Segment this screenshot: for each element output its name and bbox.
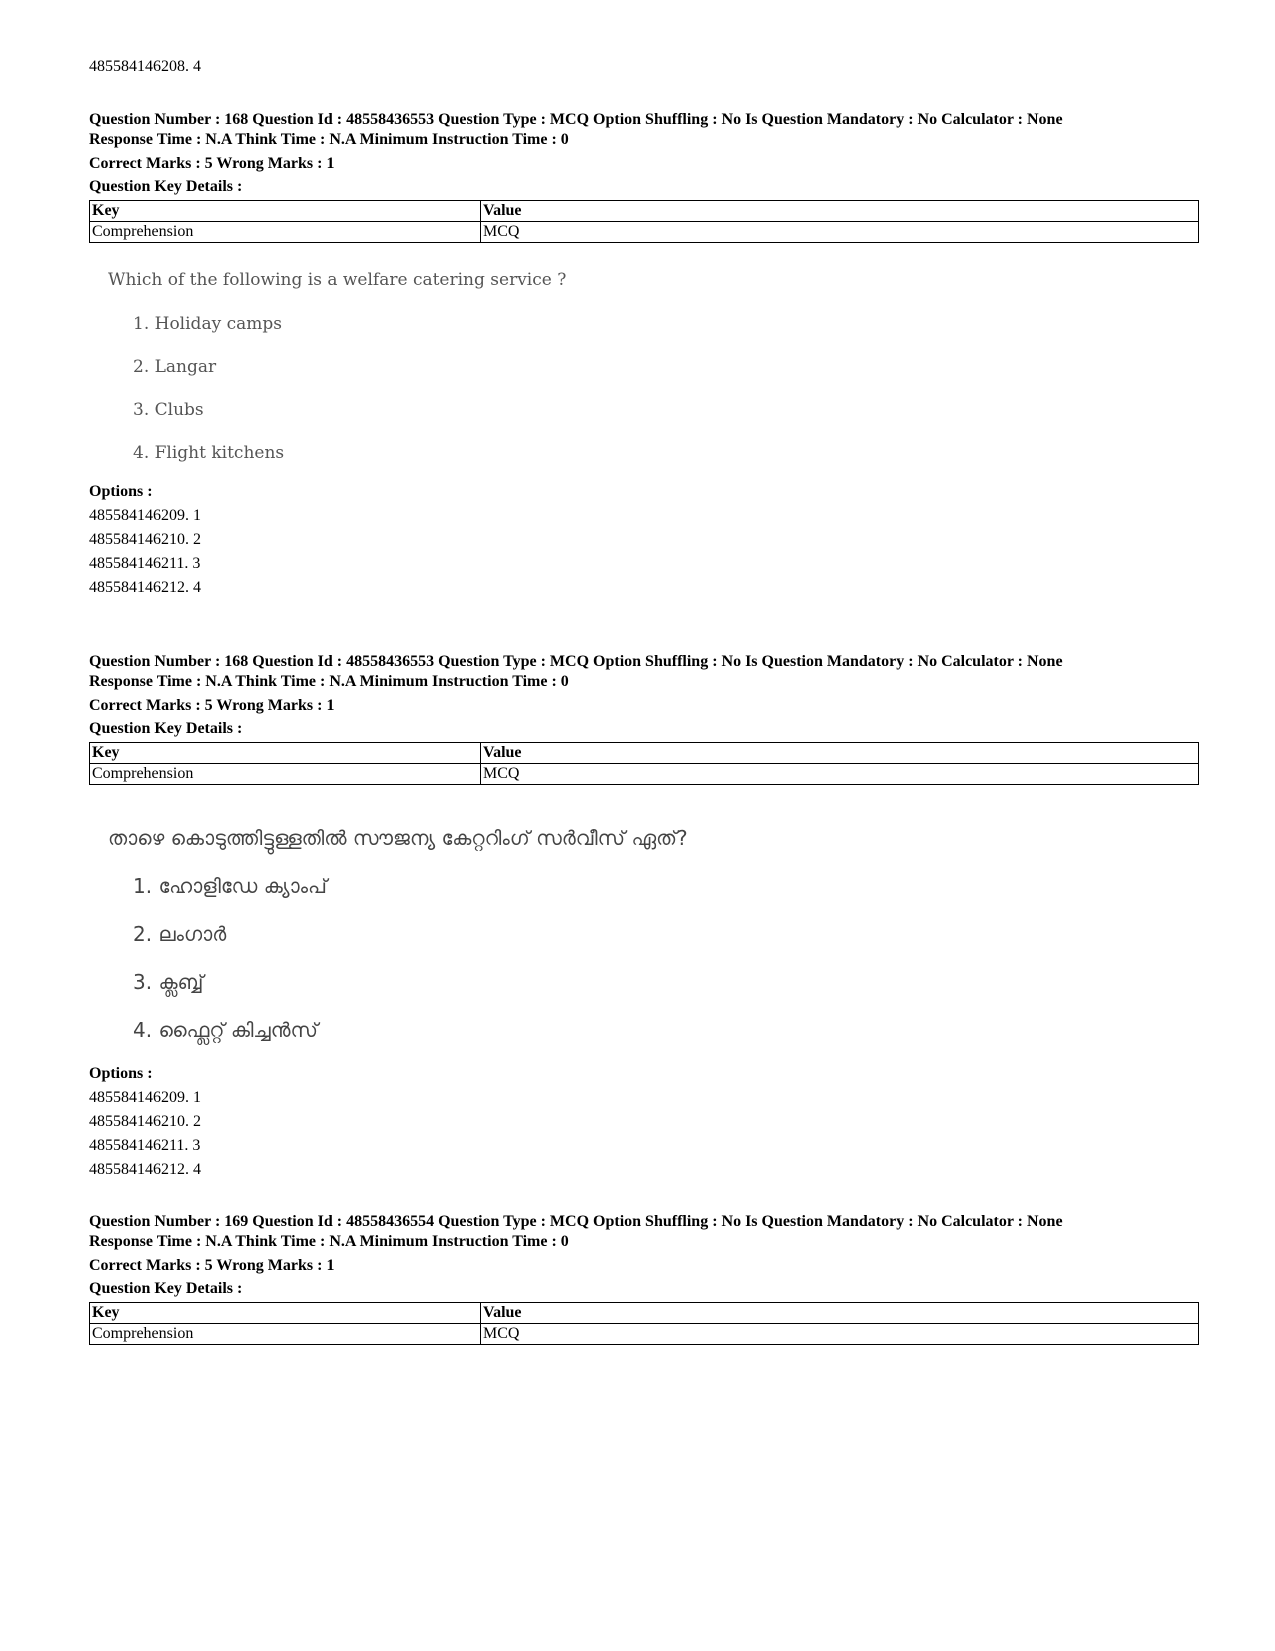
table-cell-key: Comprehension (90, 764, 481, 785)
table-cell-value: MCQ (481, 1324, 1199, 1345)
table-header-key: Key (90, 201, 481, 222)
table-row (90, 764, 1199, 785)
key-details-label: Question Key Details : (89, 1280, 243, 1297)
question-meta-line-2: Response Time : N.A Think Time : N.A Minimum Instruction Time : 0 (89, 673, 569, 690)
key-details-label: Question Key Details : (89, 720, 243, 737)
table-cell-value: MCQ (481, 764, 1199, 785)
question-choice-2: 2. ലംഗാർ (133, 922, 227, 946)
table-row (90, 1324, 1199, 1345)
table-header-row (90, 201, 1199, 222)
question-header-block (89, 1212, 1199, 1345)
key-details-table (89, 1302, 1199, 1345)
question-header-block (89, 110, 1199, 243)
option-item: 485584146209. 1 (89, 507, 201, 524)
question-choice-2: 2. Langar (133, 357, 217, 377)
table-row (90, 222, 1199, 243)
question-choice-4: 4. Flight kitchens (133, 443, 285, 463)
question-meta-line-2: Response Time : N.A Think Time : N.A Minimum Instruction Time : 0 (89, 1233, 569, 1250)
options-list (89, 1062, 201, 1182)
marks-line: Correct Marks : 5 Wrong Marks : 1 (89, 155, 335, 172)
options-label: Options : (89, 1065, 153, 1082)
question-header-block (89, 652, 1199, 785)
table-header-row (90, 743, 1199, 764)
previous-option-line: 485584146208. 4 (89, 58, 201, 75)
table-cell-key: Comprehension (90, 1324, 481, 1345)
table-header-row (90, 1303, 1199, 1324)
table-header-key: Key (90, 1303, 481, 1324)
question-meta-line-1: Question Number : 168 Question Id : 48558436553 Question Type : MCQ Option Shuffling : No Is Question Mandatory : No Calculator : None (89, 653, 1063, 670)
question-image-english (108, 270, 708, 470)
table-header-key: Key (90, 743, 481, 764)
table-cell-key: Comprehension (90, 222, 481, 243)
options-list (89, 480, 201, 600)
table-header-value: Value (481, 743, 1199, 764)
table-header-value: Value (481, 201, 1199, 222)
option-item: 485584146210. 2 (89, 531, 201, 548)
question-choice-1: 1. ഹോളിഡേ ക്യാംപ് (133, 874, 327, 898)
option-item: 485584146211. 3 (89, 1137, 201, 1154)
key-details-table (89, 200, 1199, 243)
question-text: താഴെ കൊടുത്തിട്ടുള്ളതിൽ സൗജന്യ കേറ്ററിംഗ് സർവീസ് ഏത്? (108, 826, 688, 850)
question-meta-line-1: Question Number : 169 Question Id : 48558436554 Question Type : MCQ Option Shuffling : No Is Question Mandatory : No Calculator : None (89, 1213, 1063, 1230)
table-header-value: Value (481, 1303, 1199, 1324)
question-choice-3: 3. Clubs (133, 400, 204, 420)
option-item: 485584146209. 1 (89, 1089, 201, 1106)
question-image-malayalam (108, 826, 828, 1046)
option-item: 485584146210. 2 (89, 1113, 201, 1130)
question-meta-line-1: Question Number : 168 Question Id : 48558436553 Question Type : MCQ Option Shuffling : No Is Question Mandatory : No Calculator : None (89, 111, 1063, 128)
option-item: 485584146212. 4 (89, 579, 201, 596)
key-details-table (89, 742, 1199, 785)
question-choice-1: 1. Holiday camps (133, 314, 282, 334)
question-text: Which of the following is a welfare catering service ? (108, 270, 567, 290)
table-cell-value: MCQ (481, 222, 1199, 243)
key-details-label: Question Key Details : (89, 178, 243, 195)
question-choice-3: 3. ക്ലബ്ബ് (133, 970, 204, 994)
option-item: 485584146212. 4 (89, 1161, 201, 1178)
marks-line: Correct Marks : 5 Wrong Marks : 1 (89, 697, 335, 714)
marks-line: Correct Marks : 5 Wrong Marks : 1 (89, 1257, 335, 1274)
option-item: 485584146211. 3 (89, 555, 201, 572)
options-label: Options : (89, 483, 153, 500)
question-choice-4: 4. ഫ്ലൈറ്റ് കിച്ചൻസ് (133, 1018, 318, 1042)
question-meta-line-2: Response Time : N.A Think Time : N.A Minimum Instruction Time : 0 (89, 131, 569, 148)
